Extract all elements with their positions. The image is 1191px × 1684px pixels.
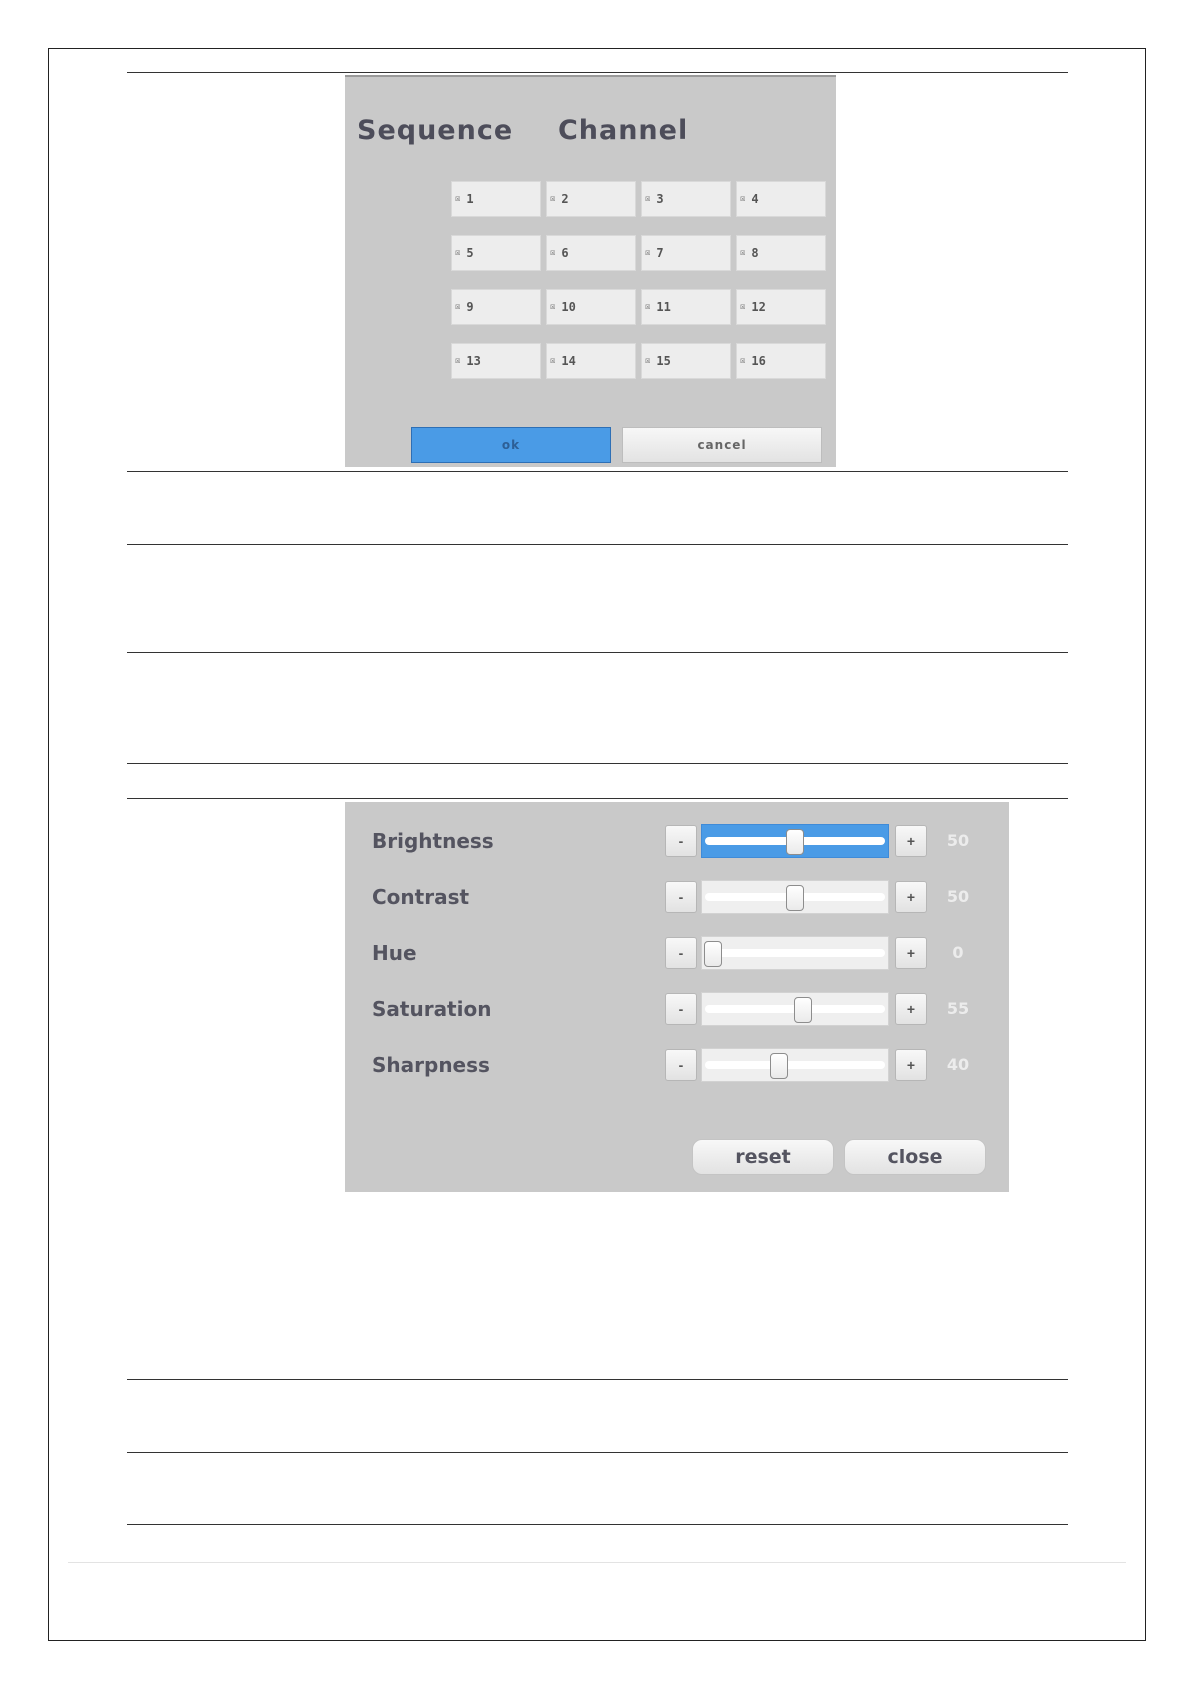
footer-rule bbox=[68, 1562, 1126, 1563]
image-adjust-dialog bbox=[345, 802, 1009, 1192]
channel-label: 1 bbox=[466, 192, 474, 206]
slider-thumb[interactable] bbox=[786, 885, 804, 911]
channel-label: 11 bbox=[656, 300, 671, 314]
table-rule bbox=[127, 798, 1068, 799]
checkbox-icon: ☒ bbox=[455, 356, 461, 366]
hue-label: Hue bbox=[372, 941, 417, 965]
checkbox-icon: ☒ bbox=[645, 356, 651, 366]
slider-thumb[interactable] bbox=[770, 1053, 788, 1079]
channel-checkbox-1[interactable] bbox=[451, 181, 541, 217]
checkbox-icon: ☒ bbox=[645, 302, 651, 312]
slider-thumb[interactable] bbox=[786, 829, 804, 855]
sequence-channel-dialog bbox=[345, 75, 836, 467]
sharpness-row bbox=[345, 1047, 1009, 1083]
sharpness-slider[interactable] bbox=[701, 1048, 889, 1082]
channel-label: 3 bbox=[656, 192, 664, 206]
sharpness-value: 40 bbox=[946, 1055, 970, 1074]
channel-checkbox-3[interactable] bbox=[641, 181, 731, 217]
contrast-slider[interactable] bbox=[701, 880, 889, 914]
channel-label: 2 bbox=[561, 192, 569, 206]
hue-slider[interactable] bbox=[701, 936, 889, 970]
channel-checkbox-8[interactable] bbox=[736, 235, 826, 271]
close-button[interactable]: close bbox=[844, 1139, 986, 1175]
channel-checkbox-2[interactable] bbox=[546, 181, 636, 217]
channel-checkbox-12[interactable] bbox=[736, 289, 826, 325]
checkbox-icon: ☒ bbox=[550, 248, 556, 258]
contrast-label: Contrast bbox=[372, 885, 470, 909]
checkbox-icon: ☒ bbox=[740, 356, 746, 366]
channel-checkbox-5[interactable] bbox=[451, 235, 541, 271]
reset-button[interactable]: reset bbox=[692, 1139, 834, 1175]
channel-label: 6 bbox=[561, 246, 569, 260]
hue-value: 0 bbox=[952, 943, 964, 962]
contrast-increase-button[interactable]: + bbox=[895, 881, 927, 913]
saturation-slider[interactable] bbox=[701, 992, 889, 1026]
table-rule bbox=[127, 763, 1068, 764]
slider-track bbox=[705, 1061, 885, 1069]
cancel-button[interactable]: cancel bbox=[622, 427, 822, 463]
channel-checkbox-10[interactable] bbox=[546, 289, 636, 325]
checkbox-icon: ☒ bbox=[740, 248, 746, 258]
checkbox-icon: ☒ bbox=[455, 302, 461, 312]
contrast-row bbox=[345, 879, 1009, 915]
channel-checkbox-15[interactable] bbox=[641, 343, 731, 379]
channel-label: 9 bbox=[466, 300, 474, 314]
channel-checkbox-14[interactable] bbox=[546, 343, 636, 379]
checkbox-icon: ☒ bbox=[645, 194, 651, 204]
channel-label: 8 bbox=[751, 246, 759, 260]
checkbox-icon: ☒ bbox=[645, 248, 651, 258]
saturation-decrease-button[interactable]: - bbox=[665, 993, 697, 1025]
slider-thumb[interactable] bbox=[704, 941, 722, 967]
table-rule bbox=[127, 652, 1068, 653]
channel-checkbox-11[interactable] bbox=[641, 289, 731, 325]
saturation-label: Saturation bbox=[372, 997, 492, 1021]
channel-label: 7 bbox=[656, 246, 664, 260]
channel-label: 15 bbox=[656, 354, 671, 368]
table-rule bbox=[127, 1452, 1068, 1453]
contrast-decrease-button[interactable]: - bbox=[665, 881, 697, 913]
ok-button[interactable]: ok bbox=[411, 427, 611, 463]
channel-checkbox-16[interactable] bbox=[736, 343, 826, 379]
checkbox-icon: ☒ bbox=[455, 194, 461, 204]
channel-label: 5 bbox=[466, 246, 474, 260]
sharpness-label: Sharpness bbox=[372, 1053, 490, 1077]
checkbox-icon: ☒ bbox=[740, 302, 746, 312]
table-rule bbox=[127, 1379, 1068, 1380]
brightness-decrease-button[interactable]: - bbox=[665, 825, 697, 857]
channel-label: 16 bbox=[751, 354, 766, 368]
sharpness-decrease-button[interactable]: - bbox=[665, 1049, 697, 1081]
saturation-increase-button[interactable]: + bbox=[895, 993, 927, 1025]
brightness-value: 50 bbox=[946, 831, 970, 850]
hue-row bbox=[345, 935, 1009, 971]
channel-checkbox-7[interactable] bbox=[641, 235, 731, 271]
channel-label: 13 bbox=[466, 354, 481, 368]
table-rule bbox=[127, 1524, 1068, 1525]
slider-track bbox=[705, 949, 885, 957]
hue-increase-button[interactable]: + bbox=[895, 937, 927, 969]
brightness-slider[interactable] bbox=[701, 824, 889, 858]
hue-decrease-button[interactable]: - bbox=[665, 937, 697, 969]
channel-checkbox-6[interactable] bbox=[546, 235, 636, 271]
channel-checkbox-4[interactable] bbox=[736, 181, 826, 217]
sharpness-increase-button[interactable]: + bbox=[895, 1049, 927, 1081]
table-rule bbox=[127, 72, 1068, 73]
checkbox-icon: ☒ bbox=[550, 302, 556, 312]
channel-checkbox-9[interactable] bbox=[451, 289, 541, 325]
channel-label: 4 bbox=[751, 192, 759, 206]
channel-label: 12 bbox=[751, 300, 766, 314]
channel-label: 14 bbox=[561, 354, 576, 368]
table-rule bbox=[127, 471, 1068, 472]
checkbox-icon: ☒ bbox=[455, 248, 461, 258]
brightness-increase-button[interactable]: + bbox=[895, 825, 927, 857]
brightness-row bbox=[345, 823, 1009, 859]
slider-thumb[interactable] bbox=[794, 997, 812, 1023]
checkbox-icon: ☒ bbox=[550, 194, 556, 204]
channel-checkbox-13[interactable] bbox=[451, 343, 541, 379]
channel-label: 10 bbox=[561, 300, 576, 314]
dialog-title: Sequence Channel bbox=[357, 115, 689, 146]
saturation-value: 55 bbox=[946, 999, 970, 1018]
channel-grid bbox=[451, 181, 826, 379]
brightness-label: Brightness bbox=[372, 829, 494, 853]
saturation-row bbox=[345, 991, 1009, 1027]
checkbox-icon: ☒ bbox=[550, 356, 556, 366]
contrast-value: 50 bbox=[946, 887, 970, 906]
table-rule bbox=[127, 544, 1068, 545]
checkbox-icon: ☒ bbox=[740, 194, 746, 204]
